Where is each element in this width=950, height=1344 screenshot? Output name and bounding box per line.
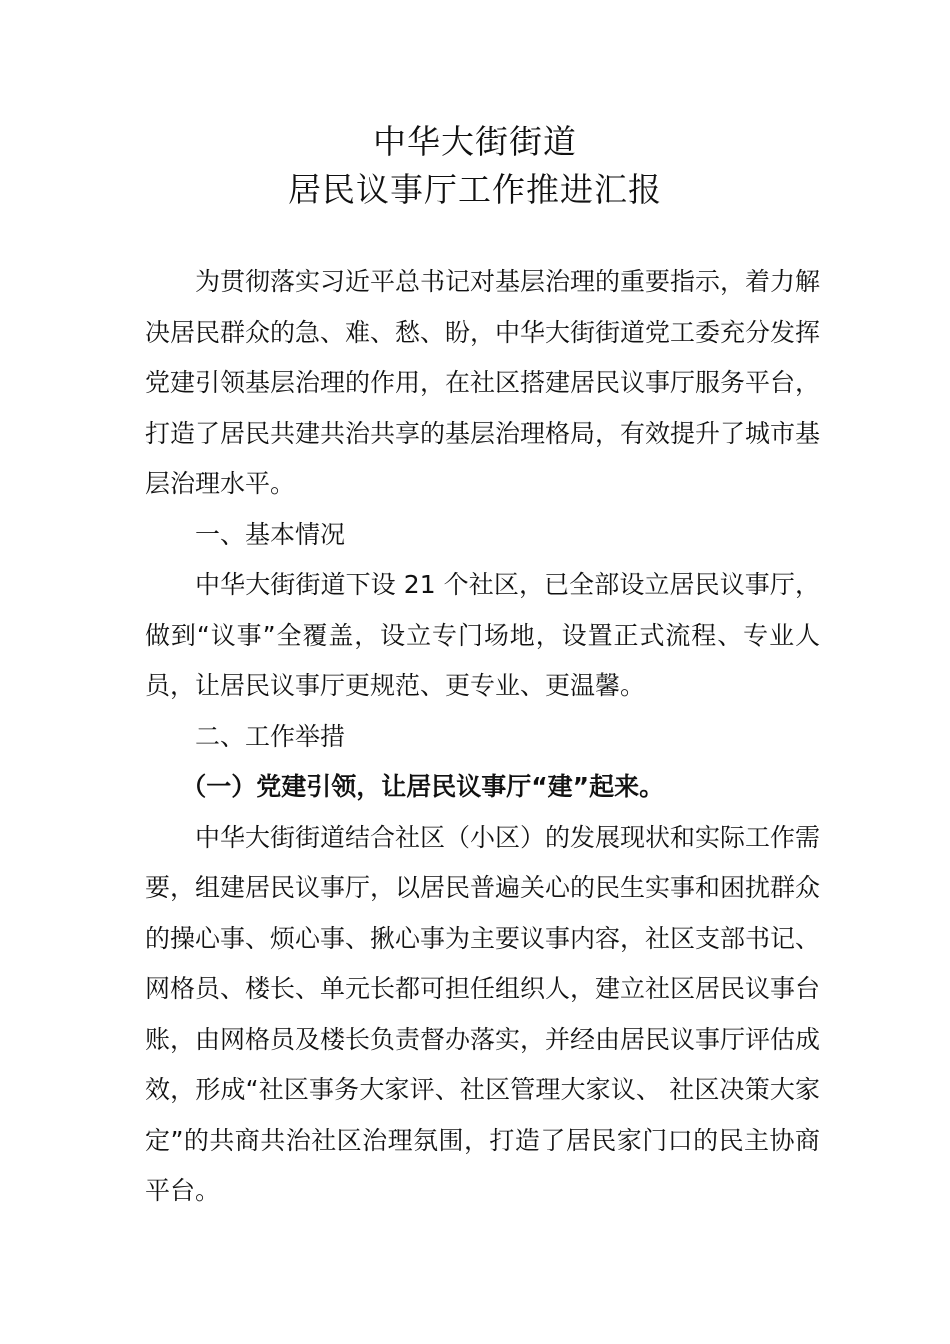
intro-paragraph: 为贯彻落实习近平总书记对基层治理的重要指示，着力解决居民群众的急、难、愁、盼，中华大街街道党工委充分发挥党建引领基层治理的作用，在社区搭建居民议事厅服务平台，打造了居民共建共治共享的基层治理格局，有效提升了城市基层治理水平。: [145, 267, 821, 498]
document-title-line-1: 中华大街街道: [373, 122, 577, 161]
basic-situation-paragraph: 中华大街街道下设 21 个社区，已全部设立居民议事厅，做到“议事”全覆盖，设立专门场地，设置正式流程、专业人员，让居民议事厅更规范、更专业、更温馨。: [145, 570, 820, 700]
subsection-heading-party-leadership: （一）党建引领，让居民议事厅“建”起来。: [181, 772, 665, 801]
document-title-line-2: 居民议事厅工作推进汇报: [288, 170, 662, 209]
document-body: [145, 257, 820, 1217]
party-leadership-paragraph: 中华大街街道结合社区（小区）的发展现状和实际工作需要，组建居民议事厅，以居民普遍关心的民生实事和困扰群众的操心事、烦心事、揪心事为主要议事内容，社区支部书记、网格员、楼长、单元长都可担任组织人，建立社区居民议事台账，由网格员及楼长负责督办落实，并经由居民议事厅评估成效，形成“社区事务大家评、社区管理大家议、 社区决策大家定”的共商共治社区治理氛围，打造了居民家门口的民主协商平台。: [145, 822, 821, 1205]
section-heading-work-measures: 二、工作举措: [195, 721, 346, 751]
section-heading-basic-situation: 一、基本情况: [195, 519, 346, 549]
